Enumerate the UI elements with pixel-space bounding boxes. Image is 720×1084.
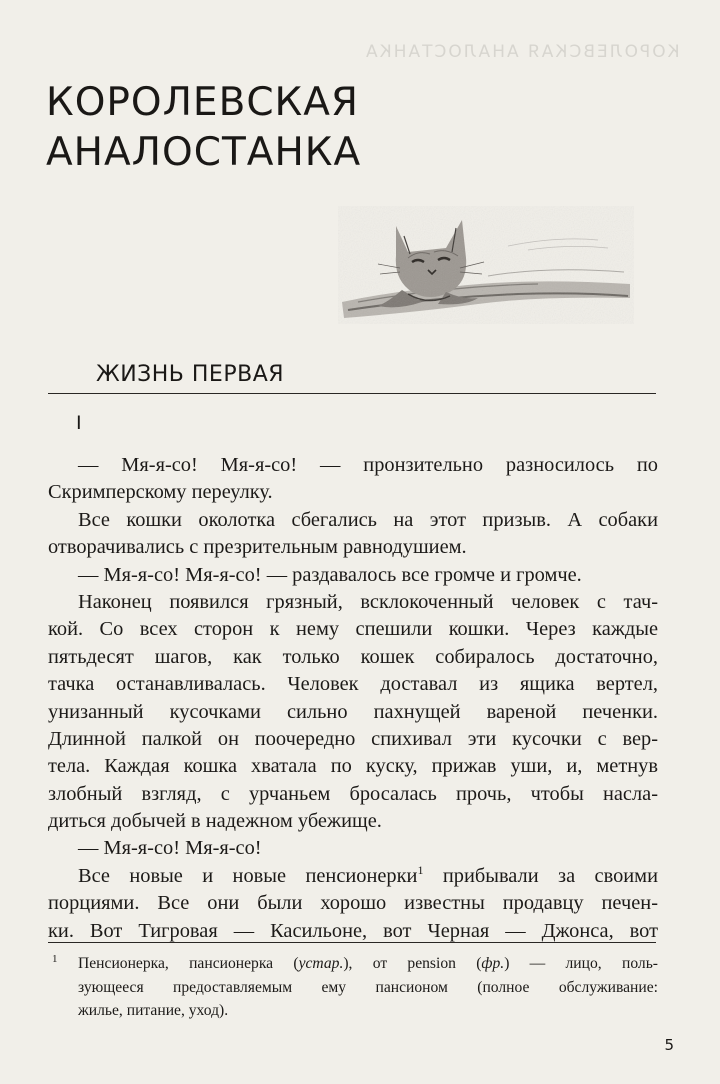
text-line: злобный взгляд, с урчаньем бросалась прочь, чтобы насла- xyxy=(48,782,658,805)
footnote-reference: 1 xyxy=(417,862,424,877)
text-line: Скримперскому переулку. xyxy=(48,481,273,504)
bleed-through-header: КОРОЛЕВСКАЯ АНАЛОСТАНКА xyxy=(364,42,680,62)
text-line: тела. Каждая кошка хватала по куску, прижав уши, и, метнув xyxy=(48,755,658,778)
story-text xyxy=(48,452,658,945)
story-title-line-2: АНАЛОСТАНКА xyxy=(46,130,362,175)
chapter-divider xyxy=(48,393,656,394)
text-line: унизанный кусочками сильно пахнущей вареной печенки. xyxy=(48,700,658,723)
text-line: Все новые и новые пенсионерки$^1$ прибывали за своими xyxy=(78,862,658,887)
text-line: кой. Со всех сторон к нему спешили кошки. Через каждые xyxy=(48,618,658,641)
text-line: Все кошки околотка сбегались на этот призыв. А собаки xyxy=(78,508,658,531)
text-line: — Мя-я-со! Мя-я-со! — раздавалось все громче и громче. xyxy=(78,563,582,586)
text-line: порциями. Все они были хорошо известны продавцу печен- xyxy=(48,892,658,915)
text-line: тачка останавливалась. Человек доставал из ящика вертел, xyxy=(48,673,658,696)
section-number: I xyxy=(76,412,82,434)
text-line: ки. Вот Тигровая — Касильоне, вот Черная — Джонса, вот xyxy=(48,919,658,942)
footnote-line-3: жилье, питание, уход). xyxy=(78,1002,229,1019)
footnote-divider xyxy=(48,942,656,943)
text-line: — Мя-я-со! Мя-я-со! xyxy=(78,837,262,860)
footnote-mark: 1 xyxy=(52,953,58,965)
footnote-line-1: Пенсионерка, пансионерка (устар.), от pension (фр.) — лицо, поль- xyxy=(78,955,658,972)
footnote xyxy=(48,952,658,1023)
chapter-heading: ЖИЗНЬ ПЕРВАЯ xyxy=(96,362,285,387)
text-line: пятьдесят шагов, как только кошек собиралось достаточно, xyxy=(48,645,658,668)
story-title-line-1: КОРОЛЕВСКАЯ xyxy=(46,80,360,125)
text-line: диться добычей в надежном убежище. xyxy=(48,810,382,833)
text-line: отворачивались с презрительным равнодушием. xyxy=(48,536,467,559)
text-line: Длинной палкой он поочередно спихивал эти кусочки с вер- xyxy=(48,727,658,750)
text-line: Наконец появился грязный, всклокоченный человек с тач- xyxy=(78,590,658,613)
page-number: 5 xyxy=(664,1036,674,1054)
footnote-line-2: зующееся предоставляемым ему пансионом (полное обслуживание: xyxy=(78,978,658,996)
story-title xyxy=(46,78,361,178)
text-line: — Мя-я-со! Мя-я-со! — пронзительно разносилось по xyxy=(78,454,658,476)
cat-sketch-illustration xyxy=(338,206,634,324)
